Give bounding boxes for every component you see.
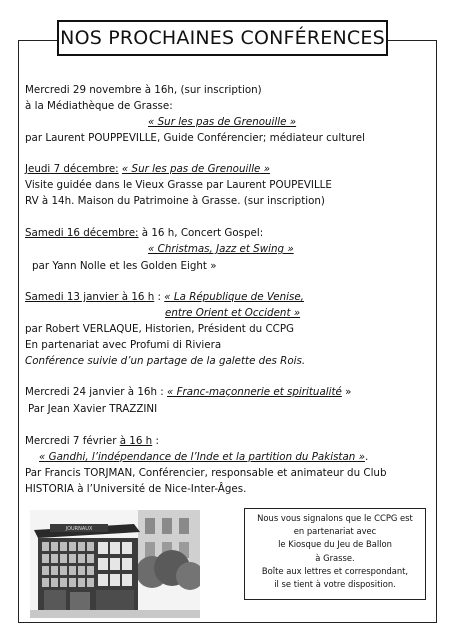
- event-4-subject-2: entre Orient et Occident »: [165, 307, 301, 319]
- notice-line: le Kiosque du Jeu de Ballon: [278, 539, 392, 550]
- notice-line: il se tient à votre disposition.: [274, 579, 396, 590]
- event-1-place: à la Médiathèque de Grasse:: [25, 100, 173, 112]
- event-2-heading: [25, 163, 270, 176]
- event-4-heading: [25, 291, 304, 304]
- event-5-subject-end: »: [341, 386, 352, 398]
- event-6-speaker-1: Par Francis TORJMAN, Conférencier, responsable et animateur du Club: [25, 467, 387, 479]
- event-5-speaker: Par Jean Xavier TRAZZINI: [28, 403, 158, 415]
- event-4-sep: :: [154, 291, 165, 303]
- event-1-subject: « Sur les pas de Grenouille »: [148, 116, 297, 128]
- event-1-speaker: par Laurent POUPPEVILLE, Guide Conférencier; médiateur culturel: [25, 132, 365, 144]
- event-4-date: Samedi 13 janvier à 16 h: [25, 291, 155, 303]
- event-5-heading: [25, 386, 351, 399]
- kiosk-sign: JOURNAUX: [65, 526, 93, 532]
- event-2-subject: « Sur les pas de Grenouille »: [121, 163, 271, 175]
- event-3-date: Samedi 16 décembre:: [25, 227, 139, 239]
- event-1-date: Mercredi 29 novembre à 16h, (sur inscription): [25, 84, 262, 96]
- event-6-colon: :: [152, 435, 159, 447]
- event-5-subject: « Franc-maçonnerie et spiritualité: [167, 386, 342, 398]
- event-5-date: Mercredi 24 janvier à 16h :: [25, 386, 167, 398]
- event-2-date: Jeudi 7 décembre:: [25, 163, 119, 175]
- event-6-time: à 16 h: [119, 435, 153, 447]
- event-4-partner: En partenariat avec Profumi di Riviera: [25, 339, 222, 351]
- event-6-heading: [25, 435, 159, 448]
- event-6-date: Mercredi 7 février: [25, 435, 120, 447]
- event-6-subject-line: [39, 451, 368, 464]
- notice-line: en partenariat avec: [293, 526, 377, 537]
- notice-line: à Grasse.: [315, 552, 355, 563]
- event-4-note: Conférence suivie d’un partage de la galette des Rois.: [25, 355, 306, 367]
- notice-line: Boîte aux lettres et correspondant,: [261, 565, 409, 576]
- event-4-speaker: par Robert VERLAQUE, Historien, Président du CCPG: [25, 323, 295, 335]
- event-6-subject: « Gandhi, l’indépendance de l’Inde et la partition du Pakistan »: [39, 451, 365, 463]
- event-6-subject-end: .: [364, 451, 369, 463]
- event-3-heading: [25, 227, 263, 240]
- kiosk-illustration: [30, 510, 200, 618]
- kiosk-partnership-notice: [244, 508, 426, 600]
- event-4-subject-1: « La République de Venise,: [164, 291, 304, 303]
- event-6-speaker-2: HISTORIA à l’Université de Nice-Inter-Âges.: [25, 483, 247, 495]
- kiosk-photo: [30, 510, 200, 618]
- page-title: NOS PROCHAINES CONFÉRENCES: [57, 20, 388, 56]
- event-3-subject: « Christmas, Jazz et Swing »: [148, 243, 294, 255]
- event-3-time: à 16 h, Concert Gospel:: [138, 227, 264, 239]
- event-3-speaker: par Yann Nolle et les Golden Eight »: [32, 260, 217, 272]
- event-2-meeting: RV à 14h. Maison du Patrimoine à Grasse. (sur inscription): [25, 195, 325, 207]
- notice-line: Nous vous signalons que le CCPG est: [257, 513, 413, 523]
- event-2-description: Visite guidée dans le Vieux Grasse par Laurent POUPEVILLE: [25, 179, 332, 191]
